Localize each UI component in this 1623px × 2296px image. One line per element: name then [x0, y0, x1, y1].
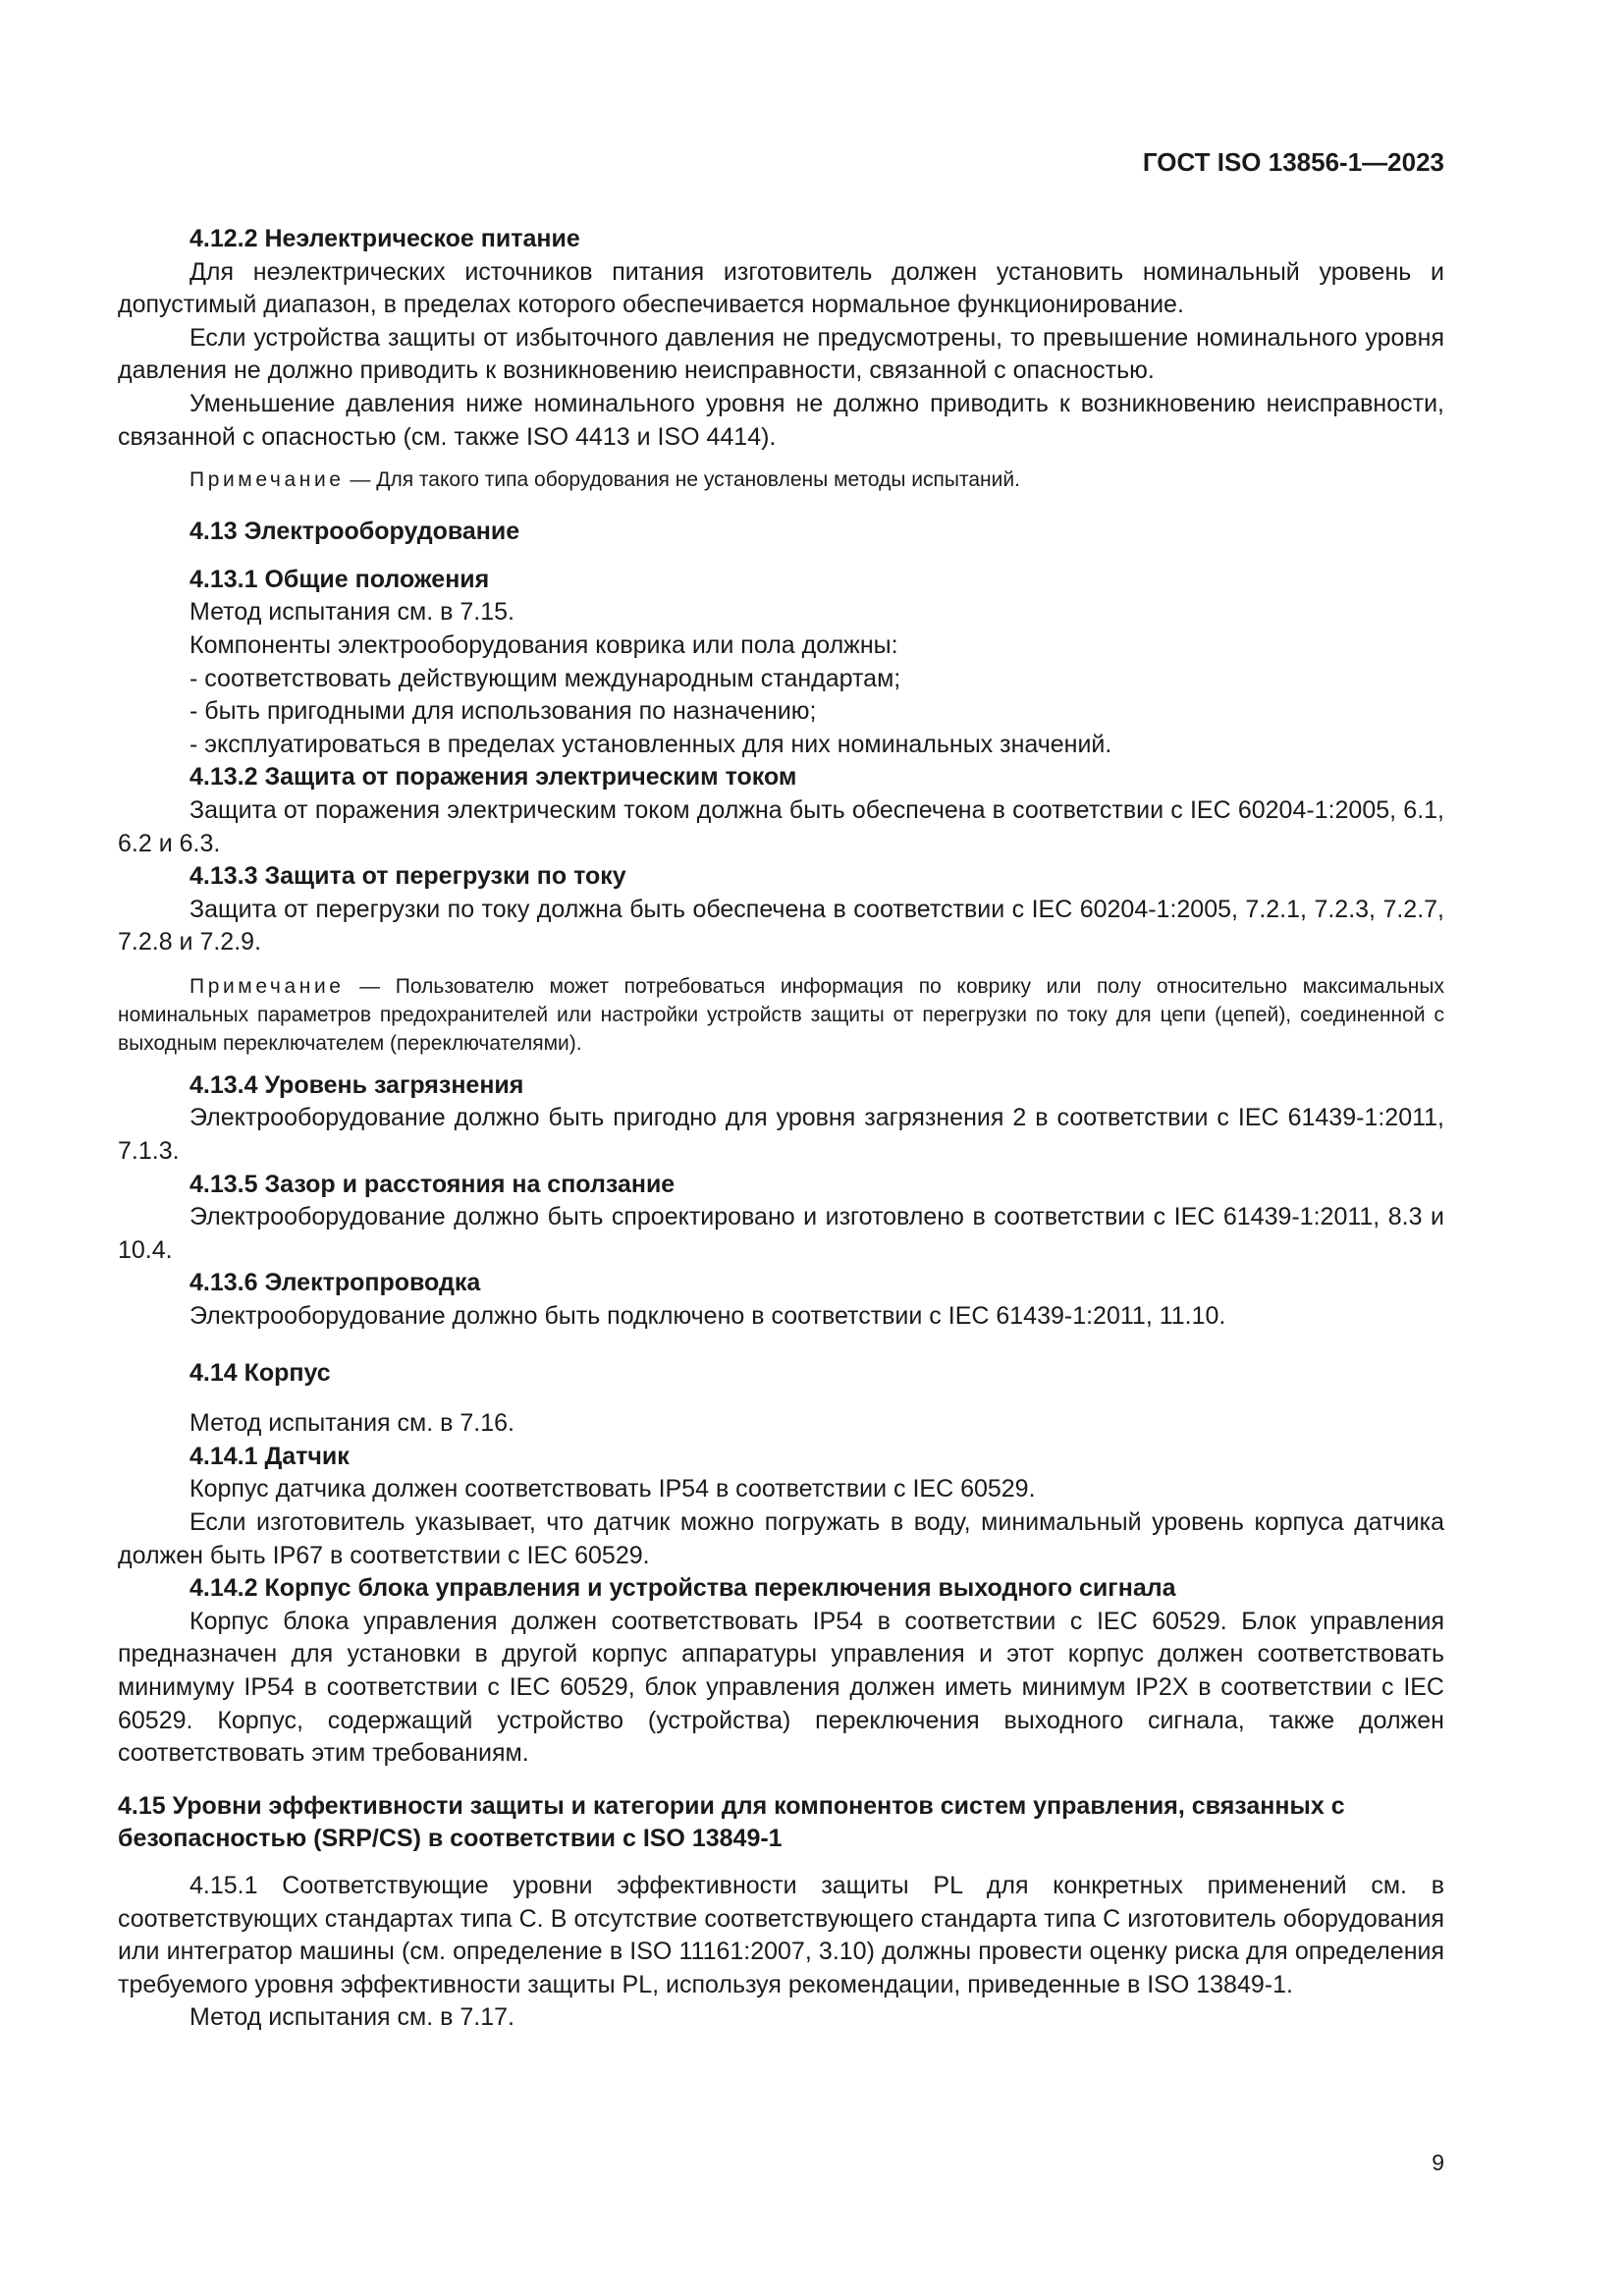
heading-4-13-3: 4.13.3 Защита от перегрузки по току — [189, 862, 626, 891]
paragraph: 4.15.1 Соответствующие уровни эффективности защиты PL для конкретных применений см. в соответствующих стандартах типа С. В отсутствие соответствующего стандарта типа С изготовитель оборудования или интегратор машины (см. определение в ISO 11161:2007, 3.10) должны провести оценку риска для определения требуемого уровня эффективности защиты PL, используя рекомендации, приведенные в ISO 13849-1. — [118, 1871, 1444, 1998]
note-label: Примечание — [189, 468, 345, 492]
paragraph: Защита от поражения электрическим током должна быть обеспечена в соответствии с IEC 60204-1:2005, 6.1, 6.2 и 6.3. — [118, 795, 1444, 857]
page-content — [118, 223, 1444, 2035]
paragraph: Электрооборудование должно быть подключено в соответствии с IEC 61439-1:2011, 11.10. — [189, 1302, 1226, 1331]
page-number: 9 — [1432, 2150, 1444, 2175]
paragraph: Электрооборудование должно быть спроектировано и изготовлено в соответствии с IEC 61439-1:2011, 8.3 и 10.4. — [118, 1203, 1444, 1264]
list-item: - эксплуатироваться в пределах установленных для них номинальных значений. — [189, 730, 1112, 758]
note — [118, 972, 1444, 1058]
heading-4-13-1: 4.13.1 Общие положения — [189, 565, 490, 593]
paragraph: Корпус датчика должен соответствовать IP54 в соответствии с IEC 60529. — [189, 1475, 1036, 1503]
list-item: - соответствовать действующим международным стандартам; — [189, 664, 901, 692]
document-code: ГОСТ ISO 13856-1—2023 — [1142, 147, 1444, 177]
paragraph: Уменьшение давления ниже номинального уровня не должно приводить к возникновению неисправности, связанной с опасностью (см. также ISO 4413 и ISO 4414). — [118, 389, 1444, 451]
note-text: — Для такого типа оборудования не установлены методы испытаний. — [344, 468, 1020, 492]
heading-4-14: 4.14 Корпус — [189, 1358, 331, 1387]
note-label: Примечание — [189, 974, 345, 998]
note — [118, 465, 1444, 494]
paragraph: Метод испытания см. в 7.16. — [189, 1409, 514, 1438]
heading-4-12-2: 4.12.2 Неэлектрическое питание — [189, 225, 580, 252]
paragraph: Для неэлектрических источников питания изготовитель должен установить номинальный уровень и допустимый диапазон, в пределах которого обеспечивается нормальное функционирование. — [118, 257, 1444, 319]
paragraph: Метод испытания см. в 7.17. — [189, 2003, 514, 2032]
heading-4-13-2: 4.13.2 Защита от поражения электрическим током — [189, 763, 797, 792]
note-text: — Пользователю может потребоваться информация по коврику или полу относительно максимальных номинальных параметров предохранителей или настройки устройств защиты от перегрузки по току для цепи (цепей), соединенной с выходным переключателем (переключателями). — [118, 974, 1444, 1055]
paragraph: Если изготовитель указывает, что датчик можно погружать в воду, минимальный уровень корпуса датчика должен быть IP67 в соответствии с IEC 60529. — [118, 1508, 1444, 1569]
heading-4-15: 4.15 Уровни эффективности защиты и категории для компонентов систем управления, связанных с безопасностью (SRP/CS) в соответствии с ISO 13849-1 — [118, 1791, 1345, 1853]
paragraph: Защита от перегрузки по току должна быть обеспечена в соответствии с IEC 60204-1:2005, 7.2.1, 7.2.3, 7.2.7, 7.2.8 и 7.2.9. — [118, 895, 1444, 957]
heading-4-13-4: 4.13.4 Уровень загрязнения — [189, 1070, 524, 1099]
paragraph: Корпус блока управления должен соответствовать IP54 в соответствии с IEC 60529. Блок управления предназначен для установки в другой корпус аппаратуры управления и этот корпус должен соответствовать минимуму IP54 в соответствии с IEC 60529, блок управления должен иметь минимум IP2X в соответствии с IEC 60529. Корпус, содержащий устройство (устройства) переключения выходного сигнала, также должен соответствовать этим требованиям. — [118, 1607, 1444, 1768]
heading-4-14-2: 4.14.2 Корпус блока управления и устройства переключения выходного сигнала — [189, 1574, 1176, 1603]
list-item: - быть пригодными для использования по назначению; — [189, 697, 817, 726]
heading-4-14-1: 4.14.1 Датчик — [189, 1442, 350, 1470]
paragraph: Компоненты электрооборудования коврика или пола должны: — [189, 630, 898, 659]
heading-4-13-6: 4.13.6 Электропроводка — [189, 1269, 481, 1297]
paragraph: Электрооборудование должно быть пригодно для уровня загрязнения 2 в соответствии с IEC 61439-1:2011, 7.1.3. — [118, 1104, 1444, 1166]
heading-4-13-5: 4.13.5 Зазор и расстояния на сползание — [189, 1170, 676, 1198]
paragraph: Если устройства защиты от избыточного давления не предусмотрены, то превышение номинального уровня давления не должно приводить к возникновению неисправности, связанной с опасностью. — [118, 323, 1444, 385]
heading-4-13: 4.13 Электрооборудование — [189, 518, 520, 546]
paragraph: Метод испытания см. в 7.15. — [189, 598, 514, 627]
